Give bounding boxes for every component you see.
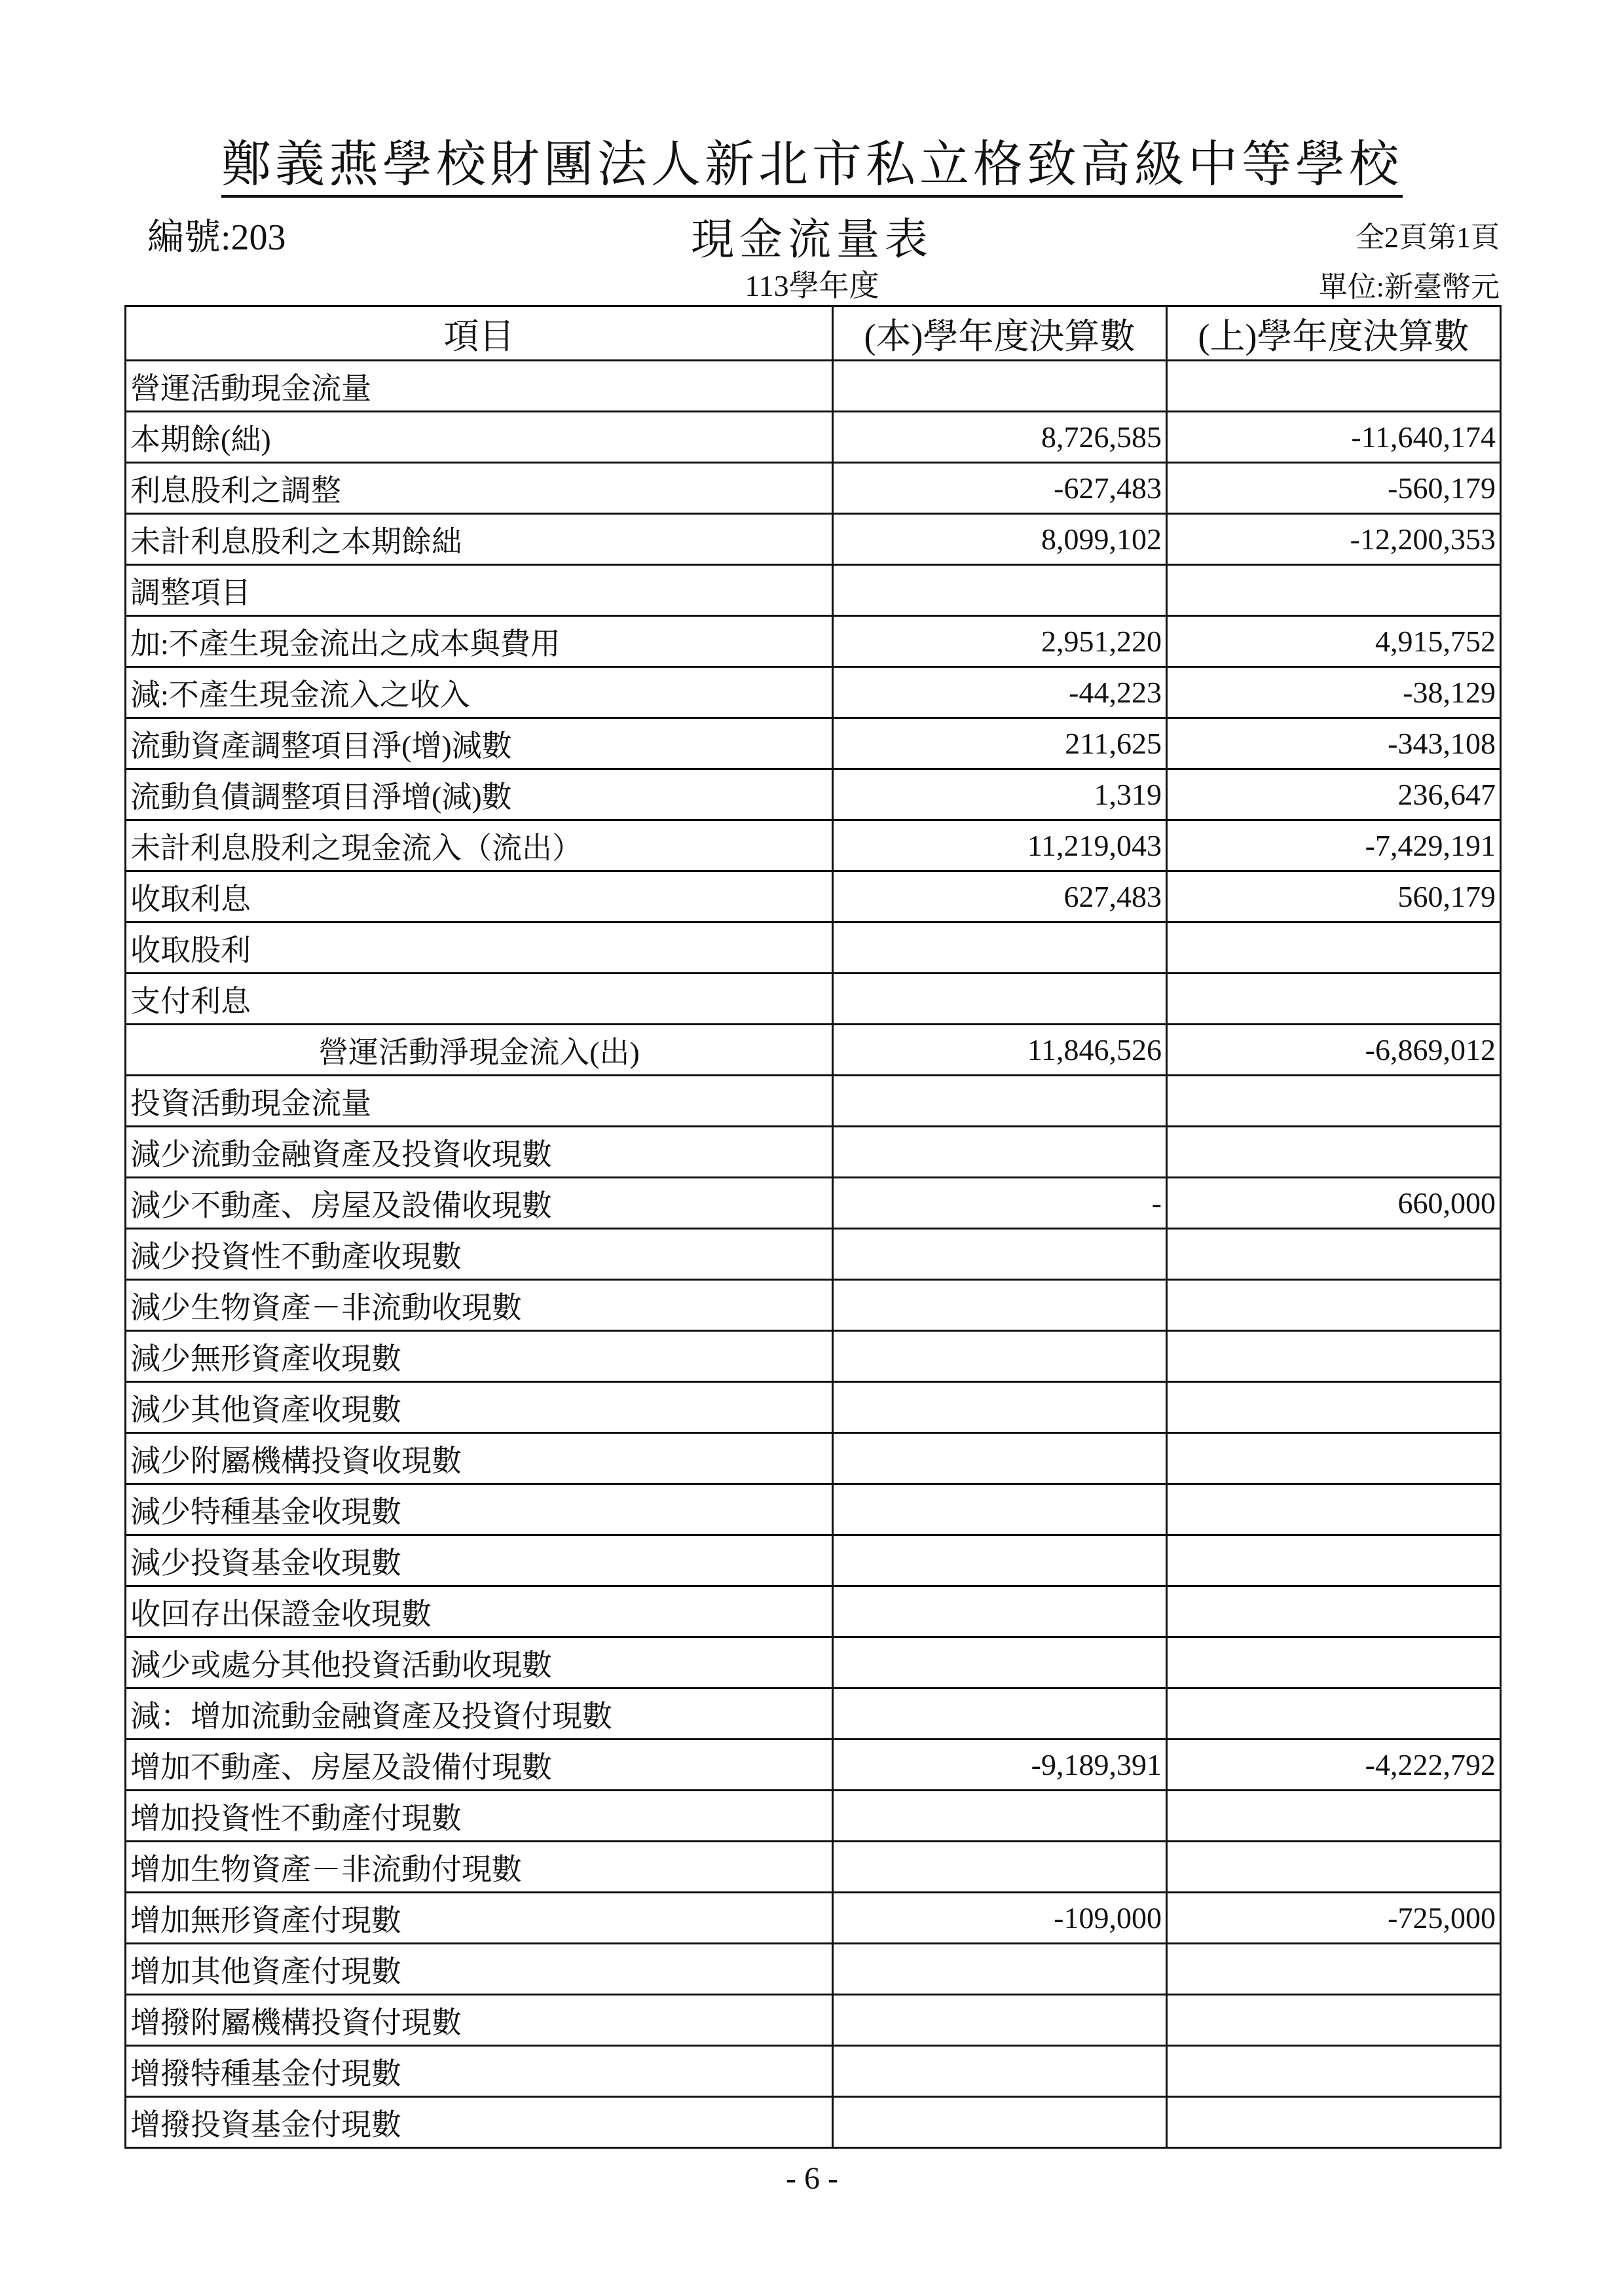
organization-title: 鄭義燕學校財團法人新北市私立格致高級中等學校 bbox=[0, 124, 1624, 196]
previous-year-value bbox=[1167, 974, 1501, 1025]
previous-year-value bbox=[1167, 1484, 1501, 1535]
table-row bbox=[126, 1484, 1501, 1535]
table-row bbox=[126, 1740, 1501, 1791]
document-code: 編號:203 bbox=[147, 217, 286, 258]
current-year-value bbox=[833, 1995, 1167, 2046]
table-row bbox=[126, 974, 1501, 1025]
previous-year-value: 560,179 bbox=[1167, 871, 1501, 922]
table-row bbox=[126, 514, 1501, 565]
current-year-value: 11,846,526 bbox=[833, 1025, 1167, 1076]
previous-year-value bbox=[1167, 1535, 1501, 1586]
previous-year-value bbox=[1167, 1433, 1501, 1484]
currency-unit: 單位:新臺幣元 bbox=[1318, 271, 1500, 303]
previous-year-value: -38,129 bbox=[1167, 667, 1501, 718]
row-item-label: 減：增加流動金融資產及投資付現數 bbox=[126, 1688, 833, 1740]
row-item-label: 減少生物資產－非流動收現數 bbox=[126, 1280, 833, 1331]
table-row bbox=[126, 1688, 1501, 1740]
previous-year-value: -560,179 bbox=[1167, 463, 1501, 514]
previous-year-value bbox=[1167, 1229, 1501, 1280]
row-item-label: 增加投資性不動產付現數 bbox=[126, 1791, 833, 1842]
row-item-label: 流動資產調整項目淨(增)減數 bbox=[126, 718, 833, 769]
row-item-label: 增加不動產、房屋及設備付現數 bbox=[126, 1740, 833, 1791]
current-year-value bbox=[833, 922, 1167, 974]
row-item-label: 減:不產生現金流入之收入 bbox=[126, 667, 833, 718]
current-year-value bbox=[833, 2097, 1167, 2148]
row-item-label: 減少投資基金收現數 bbox=[126, 1535, 833, 1586]
table-row bbox=[126, 2046, 1501, 2097]
current-year-value bbox=[833, 1944, 1167, 1995]
row-item-label: 未計利息股利之現金流入（流出） bbox=[126, 820, 833, 871]
current-year-value: 2,951,220 bbox=[833, 616, 1167, 667]
current-year-value: 11,219,043 bbox=[833, 820, 1167, 871]
previous-year-value: 4,915,752 bbox=[1167, 616, 1501, 667]
current-year-value bbox=[833, 1382, 1167, 1433]
row-item-label: 收取股利 bbox=[126, 922, 833, 974]
previous-year-value bbox=[1167, 1791, 1501, 1842]
cash-flow-table bbox=[124, 305, 1502, 2149]
previous-year-value: -4,222,792 bbox=[1167, 1740, 1501, 1791]
table-row bbox=[126, 1382, 1501, 1433]
current-year-value bbox=[833, 1280, 1167, 1331]
row-item-label: 增加其他資產付現數 bbox=[126, 1944, 833, 1995]
row-item-label: 增撥投資基金付現數 bbox=[126, 2097, 833, 2148]
current-year-value: -109,000 bbox=[833, 1893, 1167, 1944]
current-year-value bbox=[833, 1127, 1167, 1178]
table-row bbox=[126, 616, 1501, 667]
table-row bbox=[126, 1076, 1501, 1127]
row-item-label: 流動負債調整項目淨增(減)數 bbox=[126, 769, 833, 820]
table-row bbox=[126, 1586, 1501, 1637]
current-year-value bbox=[833, 1688, 1167, 1740]
page-number: - 6 - bbox=[786, 2161, 838, 2196]
current-year-value bbox=[833, 1076, 1167, 1127]
current-year-value bbox=[833, 974, 1167, 1025]
current-year-value bbox=[833, 565, 1167, 616]
page-info: 全2頁第1頁 bbox=[1356, 221, 1500, 253]
previous-year-value bbox=[1167, 1382, 1501, 1433]
row-item-label: 投資活動現金流量 bbox=[126, 1076, 833, 1127]
current-year-value: - bbox=[833, 1178, 1167, 1229]
table-row bbox=[126, 1229, 1501, 1280]
row-item-label: 減少特種基金收現數 bbox=[126, 1484, 833, 1535]
previous-year-value bbox=[1167, 1637, 1501, 1688]
previous-year-value bbox=[1167, 2046, 1501, 2097]
table-header-row bbox=[126, 306, 1501, 361]
previous-year-value: 660,000 bbox=[1167, 1178, 1501, 1229]
current-year-value: -9,189,391 bbox=[833, 1740, 1167, 1791]
row-item-label: 減少或處分其他投資活動收現數 bbox=[126, 1637, 833, 1688]
fiscal-year: 113學年度 bbox=[745, 269, 879, 302]
current-year-value bbox=[833, 1637, 1167, 1688]
table-row bbox=[126, 2097, 1501, 2148]
current-year-value: 8,099,102 bbox=[833, 514, 1167, 565]
previous-year-value: -343,108 bbox=[1167, 718, 1501, 769]
table-row bbox=[126, 1944, 1501, 1995]
table-row bbox=[126, 820, 1501, 871]
table-row bbox=[126, 1127, 1501, 1178]
current-year-value bbox=[833, 361, 1167, 412]
table-row bbox=[126, 1178, 1501, 1229]
current-year-value: -627,483 bbox=[833, 463, 1167, 514]
previous-year-value bbox=[1167, 1331, 1501, 1382]
current-year-value: 1,319 bbox=[833, 769, 1167, 820]
table-row bbox=[126, 769, 1501, 820]
table-row bbox=[126, 463, 1501, 514]
row-item-label: 減少投資性不動產收現數 bbox=[126, 1229, 833, 1280]
previous-year-value bbox=[1167, 361, 1501, 412]
current-year-value bbox=[833, 1229, 1167, 1280]
previous-year-value: -7,429,191 bbox=[1167, 820, 1501, 871]
row-item-label: 收回存出保證金收現數 bbox=[126, 1586, 833, 1637]
current-year-value bbox=[833, 1433, 1167, 1484]
row-item-label: 營運活動現金流量 bbox=[126, 361, 833, 412]
table-row bbox=[126, 1637, 1501, 1688]
row-item-label: 減少不動產、房屋及設備收現數 bbox=[126, 1178, 833, 1229]
previous-year-value bbox=[1167, 1280, 1501, 1331]
previous-year-value bbox=[1167, 922, 1501, 974]
previous-year-value: -725,000 bbox=[1167, 1893, 1501, 1944]
table-row bbox=[126, 1280, 1501, 1331]
column-header-previous-year: (上)學年度決算數 bbox=[1167, 306, 1501, 361]
current-year-value bbox=[833, 2046, 1167, 2097]
column-header-item: 項目 bbox=[126, 306, 833, 361]
row-item-label: 收取利息 bbox=[126, 871, 833, 922]
row-item-label: 調整項目 bbox=[126, 565, 833, 616]
table-row bbox=[126, 1331, 1501, 1382]
current-year-value: 8,726,585 bbox=[833, 412, 1167, 463]
current-year-value: 211,625 bbox=[833, 718, 1167, 769]
previous-year-value bbox=[1167, 1995, 1501, 2046]
table-row bbox=[126, 1433, 1501, 1484]
previous-year-value bbox=[1167, 1944, 1501, 1995]
current-year-value bbox=[833, 1791, 1167, 1842]
previous-year-value bbox=[1167, 1842, 1501, 1893]
current-year-value bbox=[833, 1586, 1167, 1637]
document-title: 現金流量表 bbox=[691, 216, 933, 264]
current-year-value bbox=[833, 1842, 1167, 1893]
row-item-label: 加:不產生現金流出之成本與費用 bbox=[126, 616, 833, 667]
table-row bbox=[126, 1893, 1501, 1944]
row-item-label: 減少無形資產收現數 bbox=[126, 1331, 833, 1382]
previous-year-value bbox=[1167, 1076, 1501, 1127]
previous-year-value: -12,200,353 bbox=[1167, 514, 1501, 565]
table-row bbox=[126, 1995, 1501, 2046]
row-item-label: 增加生物資產－非流動付現數 bbox=[126, 1842, 833, 1893]
row-item-label: 支付利息 bbox=[126, 974, 833, 1025]
table-row bbox=[126, 1791, 1501, 1842]
table-row bbox=[126, 667, 1501, 718]
row-item-label: 營運活動淨現金流入(出) bbox=[126, 1025, 833, 1076]
table-row bbox=[126, 1842, 1501, 1893]
row-item-label: 減少附屬機構投資收現數 bbox=[126, 1433, 833, 1484]
table-row bbox=[126, 1025, 1501, 1076]
previous-year-value bbox=[1167, 1688, 1501, 1740]
previous-year-value bbox=[1167, 1586, 1501, 1637]
previous-year-value: -11,640,174 bbox=[1167, 412, 1501, 463]
current-year-value bbox=[833, 1535, 1167, 1586]
previous-year-value: 236,647 bbox=[1167, 769, 1501, 820]
row-item-label: 未計利息股利之本期餘絀 bbox=[126, 514, 833, 565]
current-year-value bbox=[833, 1331, 1167, 1382]
previous-year-value bbox=[1167, 2097, 1501, 2148]
row-item-label: 增撥特種基金付現數 bbox=[126, 2046, 833, 2097]
current-year-value: 627,483 bbox=[833, 871, 1167, 922]
table-row bbox=[126, 871, 1501, 922]
current-year-value bbox=[833, 1484, 1167, 1535]
table-row bbox=[126, 922, 1501, 974]
row-item-label: 減少其他資產收現數 bbox=[126, 1382, 833, 1433]
table-row bbox=[126, 565, 1501, 616]
table-row bbox=[126, 718, 1501, 769]
column-header-current-year: (本)學年度決算數 bbox=[833, 306, 1167, 361]
table-row bbox=[126, 1535, 1501, 1586]
row-item-label: 利息股利之調整 bbox=[126, 463, 833, 514]
current-year-value: -44,223 bbox=[833, 667, 1167, 718]
row-item-label: 減少流動金融資產及投資收現數 bbox=[126, 1127, 833, 1178]
row-item-label: 本期餘(絀) bbox=[126, 412, 833, 463]
previous-year-value bbox=[1167, 1127, 1501, 1178]
previous-year-value bbox=[1167, 565, 1501, 616]
table-row bbox=[126, 412, 1501, 463]
previous-year-value: -6,869,012 bbox=[1167, 1025, 1501, 1076]
row-item-label: 增加無形資產付現數 bbox=[126, 1893, 833, 1944]
table-row bbox=[126, 361, 1501, 412]
row-item-label: 增撥附屬機構投資付現數 bbox=[126, 1995, 833, 2046]
